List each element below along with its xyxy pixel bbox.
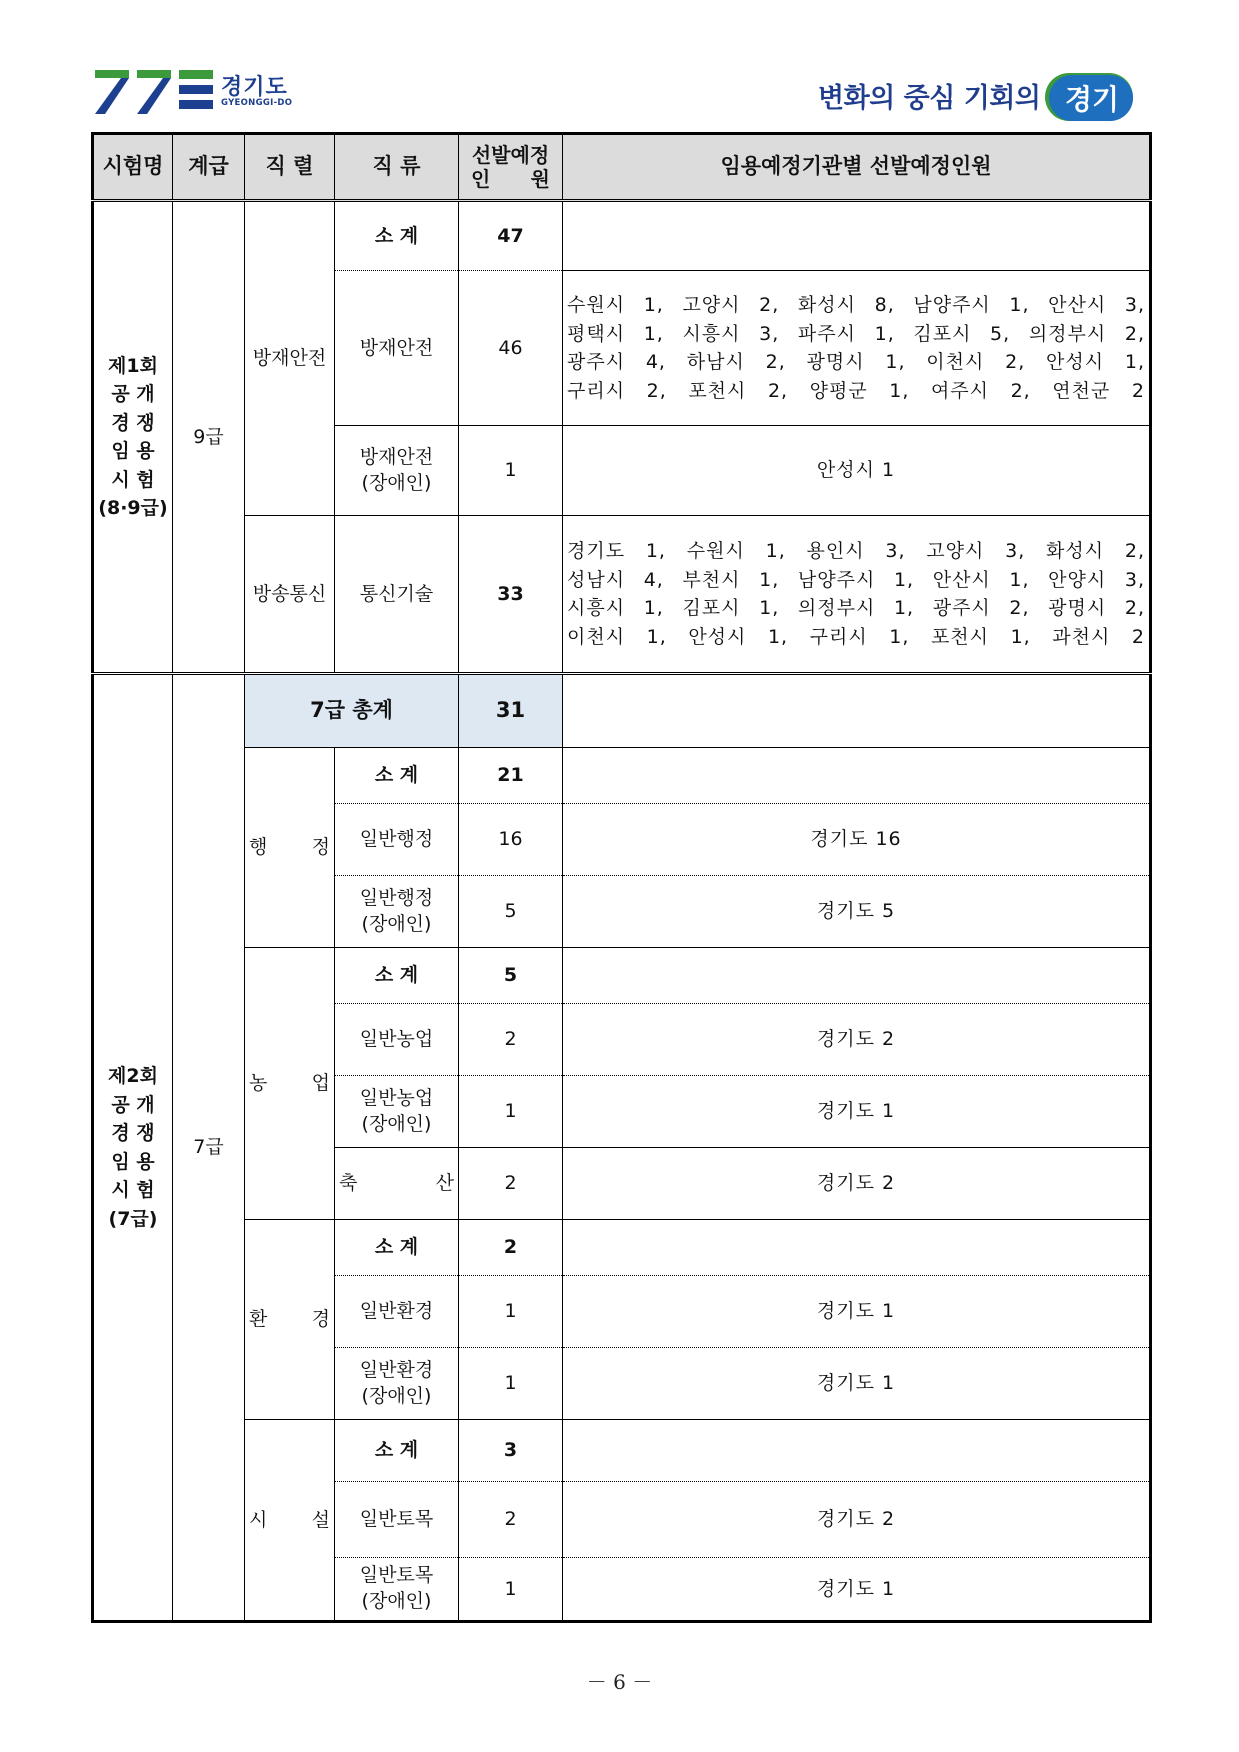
allocation-empty: [563, 748, 1151, 804]
allocation-empty: [563, 1420, 1151, 1482]
count-cell: 2: [459, 1482, 563, 1558]
type-line: 일반행정: [359, 886, 434, 909]
page-header: [0, 0, 1239, 130]
total-allocation-empty: [563, 674, 1151, 748]
allocation-cell: 경기도 1: [563, 1558, 1151, 1622]
header-planned-count: [459, 134, 563, 201]
allocation-cell: [563, 271, 1151, 426]
allocation-cell: 경기도 5: [563, 876, 1151, 948]
subtotal-label: 소 계: [335, 1220, 459, 1276]
allocation-line: 광주시 4, 하남시 2, 광명시 1, 이천시 2, 안성시 1,: [567, 351, 1145, 373]
exam1-name: [93, 201, 173, 674]
header-type: [335, 134, 459, 201]
subtotal-label: 소 계: [335, 201, 459, 271]
allocation-line: 이천시 1, 안성시 1, 구리시 1, 포천시 1, 과천시 2: [567, 625, 1145, 648]
gyeonggi-logo: [95, 70, 295, 116]
type-line: (장애인): [361, 912, 432, 935]
count-cell: 2: [459, 1004, 563, 1076]
header-exam-name: 시험명: [93, 134, 173, 201]
count-cell: 16: [459, 804, 563, 876]
table-row: [93, 748, 1151, 804]
exam2-name-line: 임 용: [111, 1150, 155, 1173]
subtotal-label: 소 계: [335, 1420, 459, 1482]
exam1-series-disaster: 방재안전: [245, 201, 335, 516]
exam2-name-line: 공 개: [111, 1093, 155, 1116]
table-row: [93, 1420, 1151, 1482]
allocation-cell: 안성시 1: [563, 426, 1151, 516]
allocation-cell: 경기도 1: [563, 1348, 1151, 1420]
logo-korean-text: 경기도: [221, 75, 288, 100]
count-cell: 1: [459, 1558, 563, 1622]
table-row: [93, 948, 1151, 1004]
exam1-series-broadcast: 방송통신: [245, 516, 335, 674]
allocation-line: 평택시 1, 시흥시 3, 파주시 1, 김포시 5, 의정부시 2,: [567, 322, 1145, 345]
allocation-empty: [563, 201, 1151, 271]
exam2-grade: 7급: [173, 674, 245, 1622]
count-cell: 2: [459, 1148, 563, 1220]
subtotal-value: 5: [459, 948, 563, 1004]
table-row: [93, 516, 1151, 674]
allocation-cell: 경기도 2: [563, 1148, 1151, 1220]
type-line: 일반농업: [359, 1086, 434, 1109]
header-series-text: 직 렬: [265, 154, 314, 179]
subtotal-value: 2: [459, 1220, 563, 1276]
header-grade: 계급: [173, 134, 245, 201]
subtotal-label: 소 계: [335, 748, 459, 804]
logo-english-text: GYEONGGI-DO: [221, 98, 293, 108]
type-cell: [335, 876, 459, 948]
count-cell: 5: [459, 876, 563, 948]
total-value: 31: [459, 674, 563, 748]
type-cell: [335, 1076, 459, 1148]
type-cell: 일반농업: [335, 1004, 459, 1076]
table-row: [93, 1220, 1151, 1276]
allocation-empty: [563, 948, 1151, 1004]
exam1-grade: 9급: [173, 201, 245, 674]
count-cell: 1: [459, 1076, 563, 1148]
subtotal-value: 3: [459, 1420, 563, 1482]
header-allocation: 임용예정기관별 선발예정인원: [563, 134, 1151, 201]
count-cell: 1: [459, 1348, 563, 1420]
subtotal-label: 소 계: [335, 948, 459, 1004]
series-agri: 농 업: [245, 948, 335, 1220]
type-cell: 일반토목: [335, 1482, 459, 1558]
exam2-name-line: (7급): [108, 1207, 158, 1230]
subtotal-value: 47: [459, 201, 563, 271]
exam2-name-line: 시 험: [111, 1179, 155, 1201]
exam2-name: [93, 674, 173, 1622]
type-cell: 축 산: [335, 1148, 459, 1220]
exam1-name-line: 공 개: [111, 383, 155, 405]
type-cell: 방재안전: [335, 271, 459, 426]
type-line: 일반환경: [359, 1358, 434, 1381]
count-cell: 46: [459, 271, 563, 426]
exam1-name-line: 시 험: [111, 468, 155, 491]
allocation-cell: 경기도 2: [563, 1482, 1151, 1558]
header-planned-count-line1: 선발예정: [471, 143, 550, 167]
type-line: (장애인): [361, 1384, 432, 1407]
header-type-text: 직 류: [372, 154, 421, 179]
exam1-name-line: (8·9급): [98, 497, 168, 519]
slogan: [818, 70, 1148, 120]
allocation-line: 시흥시 1, 김포시 1, 의정부시 1, 광주시 2, 광명시 2,: [567, 597, 1145, 619]
allocation-line: 성남시 4, 부천시 1, 남양주시 1, 안산시 1, 안양시 3,: [567, 568, 1145, 591]
count-cell: 1: [459, 1276, 563, 1348]
total-row: [93, 674, 1151, 748]
exam2-name-line: 경 쟁: [111, 1122, 155, 1144]
type-cell: 통신기술: [335, 516, 459, 674]
exam1-name-line: 임 용: [111, 440, 155, 462]
gyeonggi-logo-icon: [95, 70, 213, 114]
header-series: [245, 134, 335, 201]
type-cell: [335, 1348, 459, 1420]
exam1-name-line: 제1회: [108, 354, 158, 377]
type-cell: [335, 426, 459, 516]
allocation-cell: 경기도 2: [563, 1004, 1151, 1076]
slogan-text: 변화의 중심 기회의: [818, 83, 1041, 114]
count-cell: 33: [459, 516, 563, 674]
type-cell: 일반행정: [335, 804, 459, 876]
total-label: 7급 총계: [245, 674, 459, 748]
type-line: (장애인): [361, 1112, 432, 1135]
count-cell: 1: [459, 426, 563, 516]
page-number: － 6 －: [586, 1670, 653, 1694]
header-planned-count-line2: 인 원: [471, 167, 550, 191]
slogan-badge-text: 경기: [1065, 83, 1120, 116]
series-admin: 행 정: [245, 748, 335, 948]
table-header-row: [93, 134, 1151, 201]
table-row: [93, 201, 1151, 271]
allocation-line: 수원시 1, 고양시 2, 화성시 8, 남양주시 1, 안산시 3,: [567, 294, 1145, 316]
type-line: 일반토목: [359, 1564, 434, 1587]
allocation-line: 경기도 1, 수원시 1, 용인시 3, 고양시 3, 화성시 2,: [567, 540, 1145, 562]
exam2-name-line: 제2회: [108, 1065, 158, 1087]
subtotal-value: 21: [459, 748, 563, 804]
allocation-cell: 경기도 1: [563, 1276, 1151, 1348]
type-line: (장애인): [361, 471, 432, 494]
allocation-empty: [563, 1220, 1151, 1276]
series-facil: 시 설: [245, 1420, 335, 1622]
type-line: 방재안전: [359, 445, 434, 468]
allocation-cell: 경기도 1: [563, 1076, 1151, 1148]
type-cell: 일반환경: [335, 1276, 459, 1348]
allocation-cell: 경기도 16: [563, 804, 1151, 876]
allocation-cell: [563, 516, 1151, 674]
exam1-name-line: 경 쟁: [111, 411, 155, 434]
type-cell: [335, 1558, 459, 1622]
type-line: (장애인): [361, 1590, 432, 1612]
allocation-line: 구리시 2, 포천시 2, 양평군 1, 여주시 2, 연천군 2: [567, 379, 1145, 402]
series-env: 환 경: [245, 1220, 335, 1420]
recruitment-table: [91, 132, 1152, 1623]
